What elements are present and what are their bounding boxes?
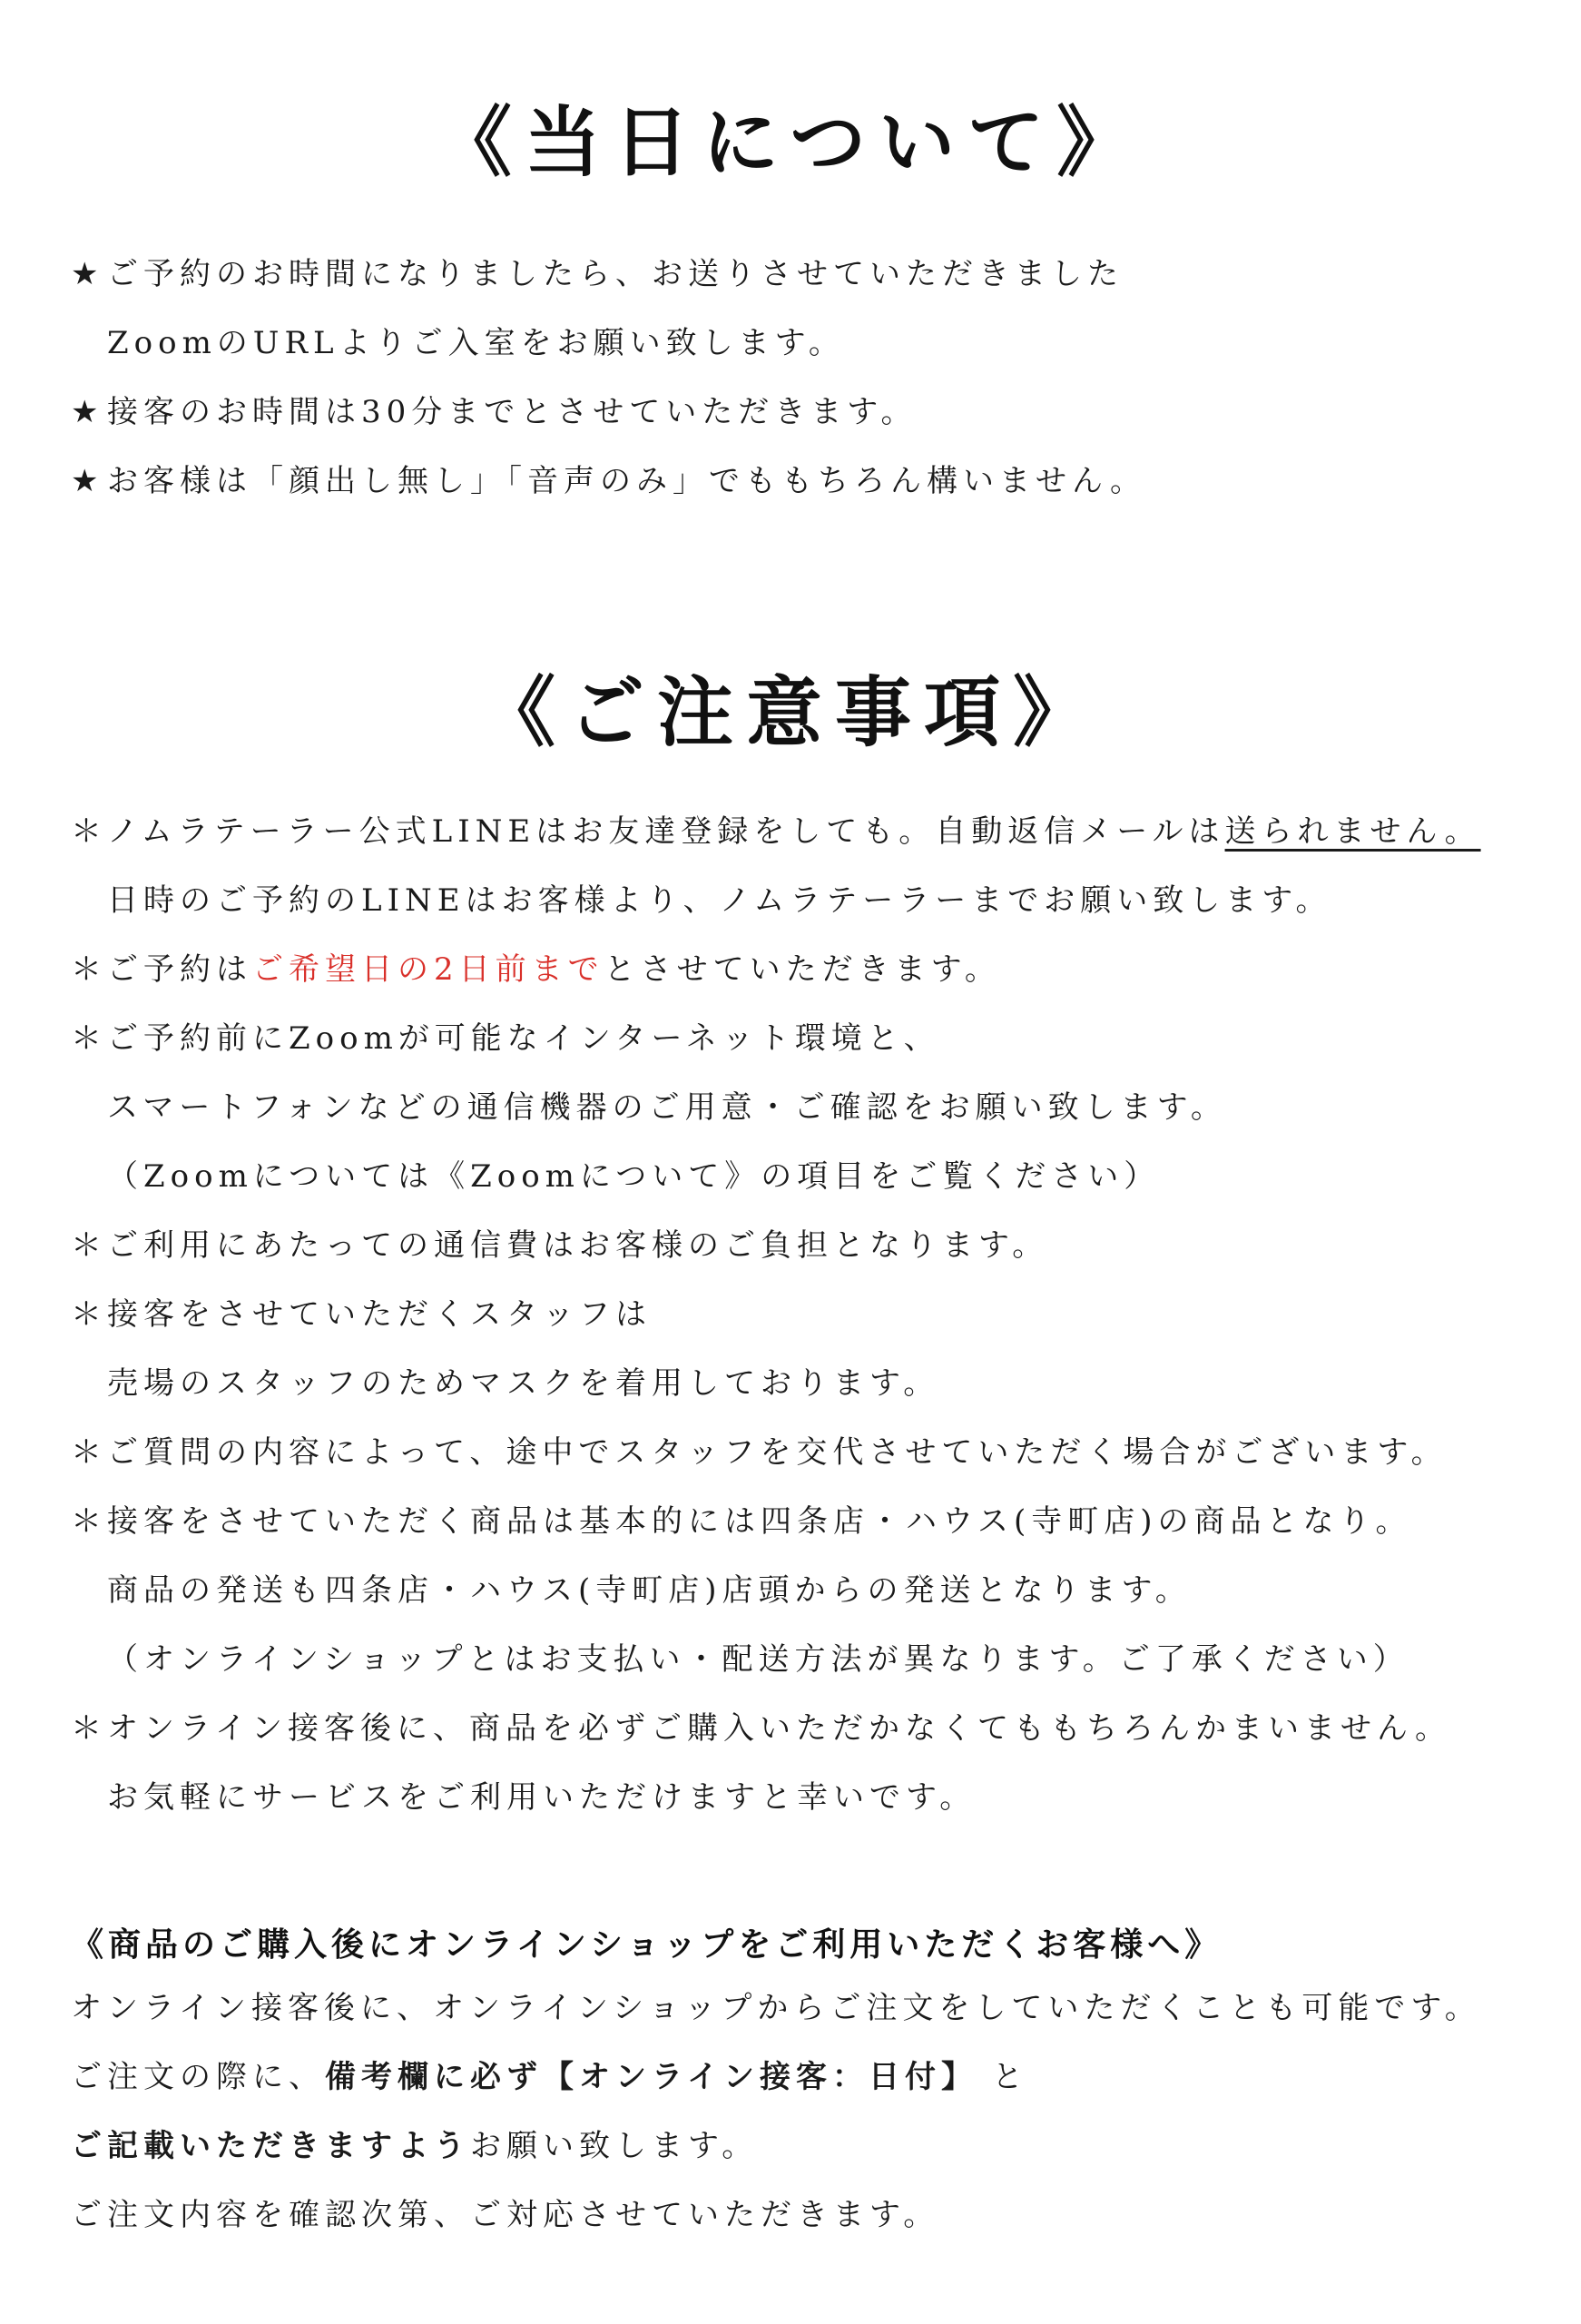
asterisk-icon: ＊ xyxy=(71,951,107,988)
notes-line-14: ＊オンライン接客後に、商品を必ずご購入いただかなくてももちろんかまいません。 xyxy=(71,1710,1452,1747)
deadline-highlight: ご希望日の2日前まで xyxy=(252,951,604,988)
notes-line-15: お気軽にサービスをご利用いただけますと幸いです。 xyxy=(107,1779,977,1816)
notes-line-6: （Zoomについては《Zoomについて》の項目をご覧ください） xyxy=(107,1158,1161,1195)
section-title-online-shop: 《商品のご購入後にオンラインショップをご利用いただくお客様へ》 xyxy=(71,1925,1223,1964)
online-shop-line-2: ご注文の際に、備考欄に必ず【オンライン接客：日付】 と xyxy=(71,2059,1028,2095)
star-icon: ★ xyxy=(71,394,104,430)
asterisk-icon: ＊ xyxy=(71,1434,107,1471)
asterisk-icon: ＊ xyxy=(71,1227,107,1264)
asterisk-icon: ＊ xyxy=(71,1503,107,1540)
star-icon: ★ xyxy=(71,463,104,499)
day-of-item-2: ZoomのURLよりご入室をお願い致します。 xyxy=(107,325,845,361)
notes-line-8: ＊接客をさせていただくスタッフは xyxy=(71,1296,652,1333)
notes-line-5: スマートフォンなどの通信機器のご用意・ご確認をお願い致します。 xyxy=(107,1089,1227,1126)
notes-line-10: ＊ご質問の内容によって、途中でスタッフを交代させていただく場合がございます。 xyxy=(71,1434,1448,1471)
online-shop-line-3: ご記載いただきますようお願い致します。 xyxy=(71,2128,759,2164)
online-shop-line-1: オンライン接客後に、オンラインショップからご注文をしていただくことも可能です。 xyxy=(71,1990,1481,2026)
notes-line-2: 日時のご予約のLINEはお客様より、ノムラテーラーまでお願い致します。 xyxy=(107,882,1332,919)
asterisk-icon: ＊ xyxy=(71,1710,107,1747)
notes-line-7: ＊ご利用にあたっての通信費はお客様のご負担となります。 xyxy=(71,1227,1049,1264)
notes-line-13: （オンラインショップとはお支払い・配送方法が異なります。ご了承ください） xyxy=(107,1641,1409,1678)
day-of-item-3: ★ 接客のお時間は30分までとさせていただきます。 xyxy=(71,394,918,430)
day-of-item-4: ★ お客様は「顔出し無し」「音声のみ」でももちろん構いません。 xyxy=(71,463,1147,499)
notes-line-1: ＊ノムラテーラー公式LINEはお友達登録をしても。自動返信メールは送られません。 xyxy=(71,813,1481,850)
notes-line-11: ＊接客をさせていただく商品は基本的には四条店・ハウス(寺町店)の商品となり。 xyxy=(71,1503,1412,1540)
notes-line-3: ＊ご予約はご希望日の2日前までとさせていただきます。 xyxy=(71,951,1001,988)
section-title-day-of: 《当日について》 xyxy=(435,97,1146,187)
asterisk-icon: ＊ xyxy=(71,1296,107,1333)
notes-line-12: 商品の発送も四条店・ハウス(寺町店)店頭からの発送となります。 xyxy=(107,1572,1192,1609)
section-title-notes: 《ご注意事項》 xyxy=(478,667,1102,757)
notes-line-4: ＊ご予約前にZoomが可能なインターネット環境と、 xyxy=(71,1020,940,1057)
star-icon: ★ xyxy=(71,256,104,292)
notes-line-9: 売場のスタッフのためマスクを着用しております。 xyxy=(107,1365,940,1402)
asterisk-icon: ＊ xyxy=(71,813,107,850)
asterisk-icon: ＊ xyxy=(71,1020,107,1057)
online-shop-line-4: ご注文内容を確認次第、ご対応させていただきます。 xyxy=(71,2197,940,2233)
remarks-instruction: 備考欄に必ず【オンライン接客：日付】 xyxy=(325,2059,977,2095)
day-of-item-1: ★ ご予約のお時間になりましたら、お送りさせていただきました xyxy=(71,256,1124,292)
